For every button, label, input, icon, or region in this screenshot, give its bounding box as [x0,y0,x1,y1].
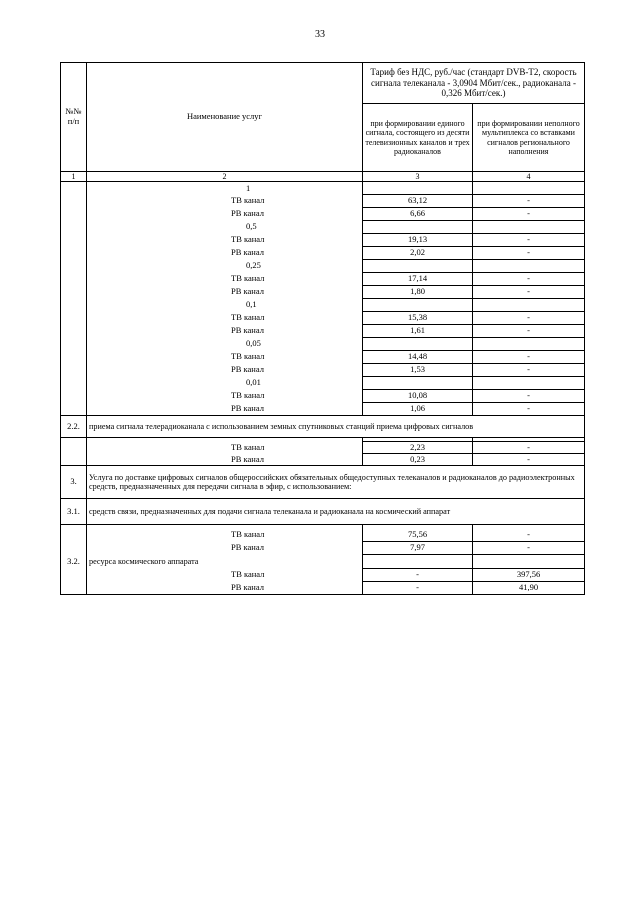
value-row [61,234,585,247]
value-row [61,542,585,555]
value-col3: - [363,582,473,595]
service-name: РВ канал [87,542,363,555]
service-name: ТВ канал [87,273,363,286]
value-col3: 15,38 [363,312,473,325]
service-name: РВ канал [87,403,363,416]
value-row [61,454,585,466]
col3-header: при формировании единого сигнала, состоящего из десяти телевизионных каналов и трех радиоканалов [363,104,473,172]
page-number: 33 [315,29,325,40]
level-row [61,221,585,234]
value-row [61,403,585,416]
service-name: ТВ канал [87,312,363,325]
level-row [61,377,585,390]
empty-cell [363,182,473,195]
section-title: Услуга по доставке цифровых сигналов общероссийских обязательных общедоступных телеканалов и радиоканалов до радиоэлектронных средств, предназначенных для передачи сигнала в эфир, с использованием: [87,466,585,499]
col-number-1: 1 [61,172,87,182]
value-row [61,442,585,454]
value-col4: - [473,364,585,377]
row-number-cell [61,351,87,364]
section-row [61,416,585,438]
empty-cell [363,221,473,234]
value-row [61,273,585,286]
empty-cell [473,377,585,390]
col-number-2: 2 [87,172,363,182]
section-title: ресурса космического аппарата [87,555,363,569]
row-number-cell [61,208,87,221]
value-col4: - [473,234,585,247]
value-col3: 7,97 [363,542,473,555]
value-row [61,312,585,325]
section-title: средств связи, предназначенных для подачи сигнала телеканала и радиоканала на космический аппарат [87,499,585,525]
value-col4: 41,90 [473,582,585,595]
value-col4: - [473,351,585,364]
row-number-cell [61,260,87,273]
empty-cell [473,260,585,273]
value-col4: - [473,273,585,286]
tariff-table [60,62,585,595]
level-label: 0,5 [87,221,363,234]
value-col3: - [363,569,473,582]
row-number-cell [61,221,87,234]
service-name: ТВ канал [87,390,363,403]
value-col3: 6,66 [363,208,473,221]
empty-cell [473,182,585,195]
empty-cell [363,260,473,273]
col4-header: при формировании неполного мультиплекса со вставками сигналов регионального наполнения [473,104,585,172]
level-row [61,260,585,273]
value-col4: - [473,286,585,299]
value-row [61,364,585,377]
service-name: РВ канал [87,208,363,221]
col-num-header: №№ п/п [61,63,87,172]
value-col3: 2,02 [363,247,473,260]
row-number-cell [61,542,87,555]
value-row [61,247,585,260]
value-col3: 17,14 [363,273,473,286]
row-number-cell [61,364,87,377]
value-row [61,529,585,542]
row-number-cell [61,312,87,325]
value-col4: - [473,312,585,325]
value-col4: - [473,195,585,208]
level-label: 0,25 [87,260,363,273]
col-number-4: 4 [473,172,585,182]
row-number-cell [61,377,87,390]
value-row [61,569,585,582]
value-col4: - [473,325,585,338]
value-row [61,325,585,338]
row-number-cell [61,325,87,338]
value-col4: - [473,529,585,542]
row-number-cell [61,403,87,416]
service-name: РВ канал [87,286,363,299]
row-number-cell [61,454,87,466]
service-name: ТВ канал [87,234,363,247]
section-number: 3.2. [61,555,87,569]
level-row [61,338,585,351]
value-col3: 1,06 [363,403,473,416]
value-col4: - [473,542,585,555]
value-row [61,351,585,364]
service-name: РВ канал [87,454,363,466]
section-row [61,466,585,499]
value-col4: - [473,247,585,260]
section-row [61,499,585,525]
value-row [61,390,585,403]
row-number-cell [61,273,87,286]
col-number-3: 3 [363,172,473,182]
section-number: 2.2. [61,416,87,438]
level-row [61,182,585,195]
row-number-cell [61,582,87,595]
section-number: 3.1. [61,499,87,525]
row-number-cell [61,234,87,247]
row-number-cell [61,195,87,208]
value-col4: 397,56 [473,569,585,582]
service-name: ТВ канал [87,569,363,582]
value-col4: - [473,390,585,403]
value-col3: 1,80 [363,286,473,299]
empty-cell [363,555,473,569]
service-name: ТВ канал [87,529,363,542]
value-col3: 75,56 [363,529,473,542]
value-col4: - [473,442,585,454]
empty-cell [363,338,473,351]
row-number-cell [61,529,87,542]
value-col4: - [473,403,585,416]
value-row [61,286,585,299]
row-number-cell [61,182,87,195]
section-number: 3. [61,466,87,499]
section-row [61,555,585,569]
empty-cell [363,377,473,390]
value-col3: 1,53 [363,364,473,377]
value-col3: 14,48 [363,351,473,364]
service-name: ТВ канал [87,351,363,364]
service-name: РВ канал [87,325,363,338]
value-col4: - [473,208,585,221]
value-row [61,208,585,221]
service-name: РВ канал [87,582,363,595]
row-number-cell [61,390,87,403]
service-name: ТВ канал [87,442,363,454]
value-col3: 63,12 [363,195,473,208]
value-col3: 2,23 [363,442,473,454]
level-label: 0,1 [87,299,363,312]
row-number-cell [61,247,87,260]
section-title: приема сигнала телерадиоканала с использованием земных спутниковых станций приема цифровых сигналов [87,416,585,438]
tariff-header: Тариф без НДС, руб./час (стандарт DVB-T2, скорость сигнала телеканала - 3,0904 Мбит/сек., радиоканала - 0,326 Мбит/сек.) [363,63,585,104]
row-number-cell [61,442,87,454]
row-number-cell [61,299,87,312]
col-name-header: Наименование услуг [87,63,363,172]
value-row [61,195,585,208]
level-row [61,299,585,312]
service-name: РВ канал [87,364,363,377]
level-label: 1 [87,182,363,195]
level-label: 0,01 [87,377,363,390]
row-number-cell [61,569,87,582]
service-name: ТВ канал [87,195,363,208]
level-label: 0,05 [87,338,363,351]
empty-cell [473,338,585,351]
empty-cell [473,555,585,569]
row-number-cell [61,338,87,351]
row-number-cell [61,286,87,299]
value-col3: 0,23 [363,454,473,466]
value-col3: 1,61 [363,325,473,338]
empty-cell [363,299,473,312]
header-row [61,63,585,104]
column-numbers-row [61,172,585,182]
value-col3: 10,08 [363,390,473,403]
service-name: РВ канал [87,247,363,260]
value-row [61,582,585,595]
empty-cell [473,299,585,312]
value-col3: 19,13 [363,234,473,247]
value-col4: - [473,454,585,466]
empty-cell [473,221,585,234]
